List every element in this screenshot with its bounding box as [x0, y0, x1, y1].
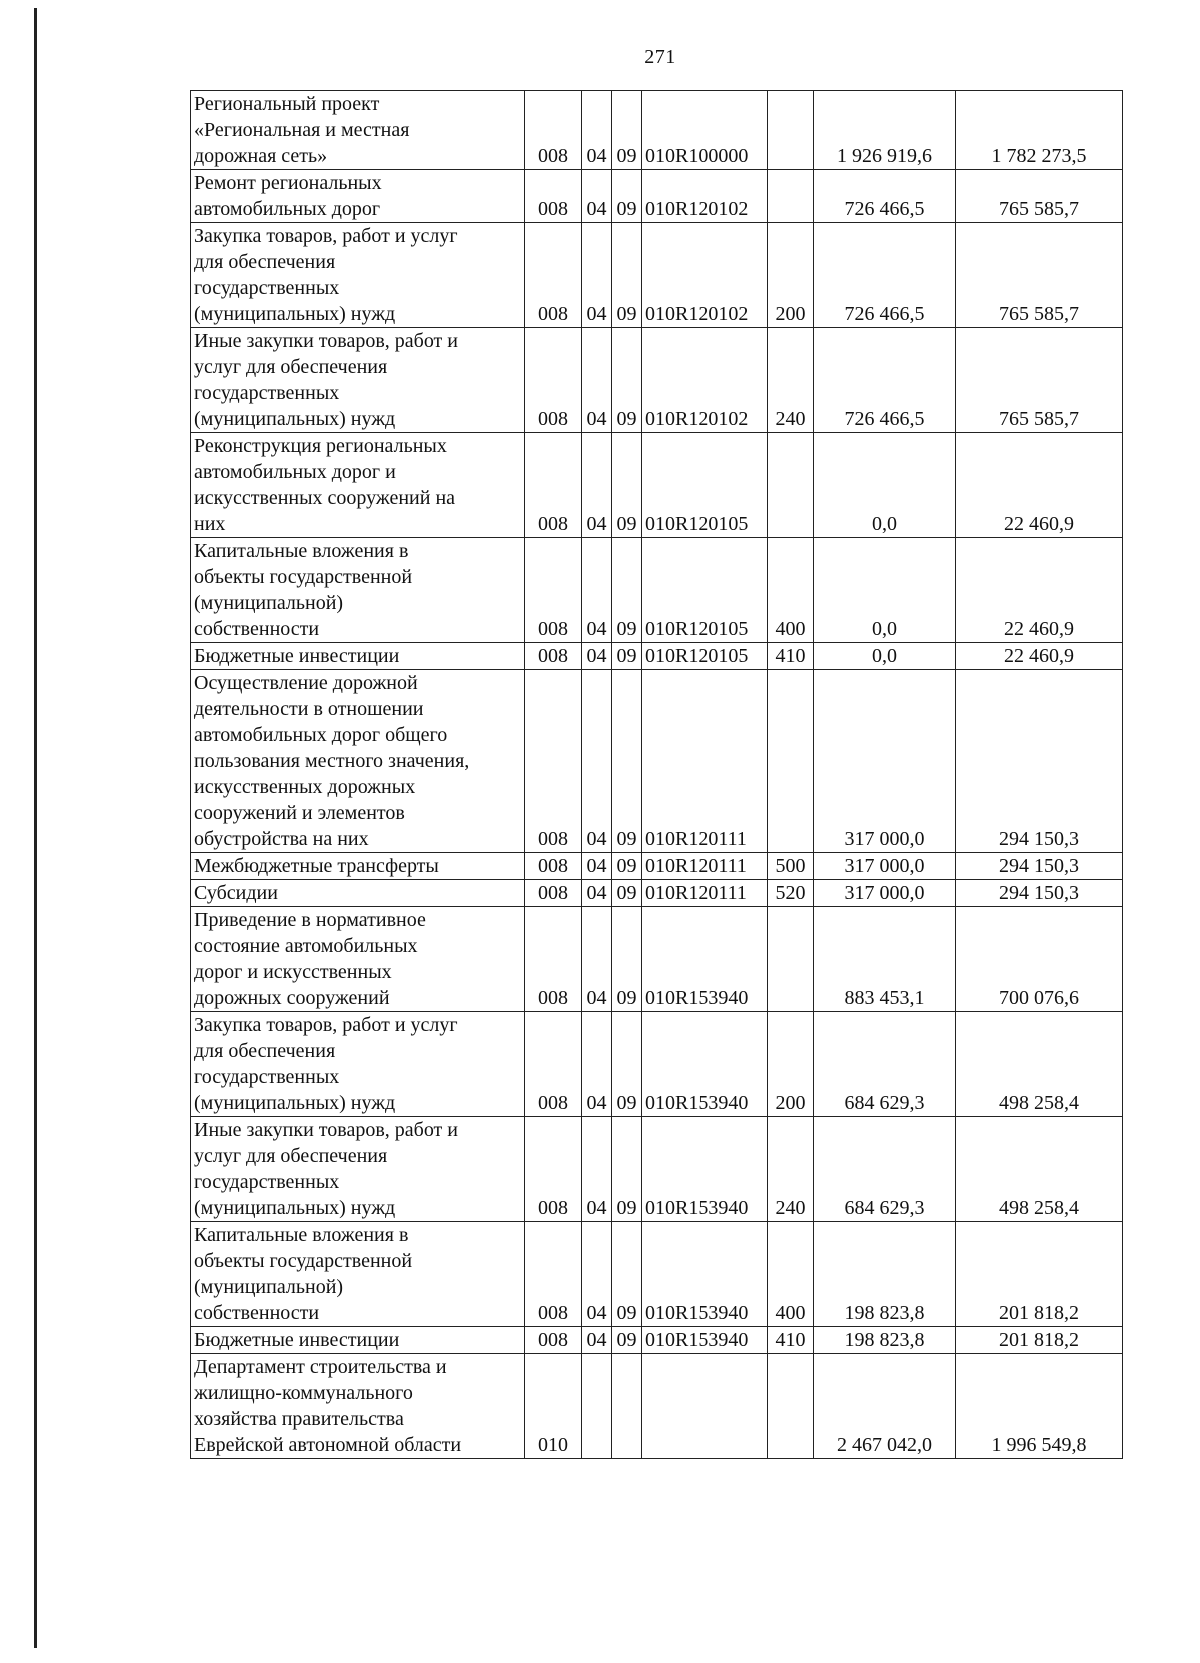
- grbs-cell: 008: [525, 1117, 582, 1222]
- amount-year-1-cell: 317 000,0: [814, 670, 956, 853]
- table-row: [191, 907, 1123, 1012]
- table-row: [191, 170, 1123, 223]
- grbs-cell: 008: [525, 1012, 582, 1117]
- target-article-cell: 010R120105: [642, 433, 768, 538]
- grbs-cell: 008: [525, 1327, 582, 1354]
- amount-year-1-cell: 684 629,3: [814, 1012, 956, 1117]
- amount-year-1-cell: 684 629,3: [814, 1117, 956, 1222]
- target-article-cell: 010R153940: [642, 1327, 768, 1354]
- amount-year-1-cell: 0,0: [814, 433, 956, 538]
- table-row: [191, 643, 1123, 670]
- section-cell: 04: [582, 670, 612, 853]
- subsection-cell: 09: [612, 1327, 642, 1354]
- grbs-cell: 008: [525, 643, 582, 670]
- subsection-cell: 09: [612, 880, 642, 907]
- amount-year-2-cell: 765 585,7: [956, 328, 1123, 433]
- row-name-text: Департамент строительства и жилищно-коммунального хозяйства правительства Еврейской автономной области: [194, 1356, 462, 1456]
- expense-type-cell: 240: [768, 328, 814, 433]
- target-article-cell: 010R153940: [642, 1012, 768, 1117]
- expense-type-cell: [768, 1354, 814, 1459]
- subsection-cell: 09: [612, 1012, 642, 1117]
- grbs-cell: 008: [525, 223, 582, 328]
- row-name-text: Приведение в нормативное состояние автомобильных дорог и искусственных дорожных сооружений: [194, 909, 426, 1009]
- expense-type-cell: 200: [768, 1012, 814, 1117]
- expense-type-cell: 240: [768, 1117, 814, 1222]
- row-name-text: Иные закупки товаров, работ и услуг для обеспечения государственных (муниципальных) нужд: [194, 330, 459, 430]
- row-name-cell: [191, 643, 525, 670]
- row-name-cell: [191, 1327, 525, 1354]
- row-name-cell: [191, 907, 525, 1012]
- row-name-cell: [191, 170, 525, 223]
- subsection-cell: 09: [612, 643, 642, 670]
- target-article-cell: 010R153940: [642, 1117, 768, 1222]
- target-article-cell: 010R120105: [642, 538, 768, 643]
- row-name-cell: [191, 538, 525, 643]
- section-cell: 04: [582, 91, 612, 170]
- row-name-text: Региональный проект «Региональная и местная дорожная сеть»: [194, 93, 410, 167]
- section-cell: 04: [582, 538, 612, 643]
- amount-year-1-cell: 0,0: [814, 538, 956, 643]
- subsection-cell: [612, 1354, 642, 1459]
- table-row: [191, 91, 1123, 170]
- margin-line: [34, 8, 37, 1648]
- table-row: [191, 538, 1123, 643]
- amount-year-1-cell: 317 000,0: [814, 853, 956, 880]
- table-row: [191, 1327, 1123, 1354]
- section-cell: 04: [582, 328, 612, 433]
- grbs-cell: 008: [525, 880, 582, 907]
- amount-year-2-cell: 700 076,6: [956, 907, 1123, 1012]
- subsection-cell: 09: [612, 170, 642, 223]
- amount-year-1-cell: 2 467 042,0: [814, 1354, 956, 1459]
- table-row: [191, 328, 1123, 433]
- grbs-cell: 008: [525, 91, 582, 170]
- amount-year-2-cell: 1 782 273,5: [956, 91, 1123, 170]
- expense-type-cell: [768, 907, 814, 1012]
- subsection-cell: 09: [612, 670, 642, 853]
- row-name-cell: [191, 1222, 525, 1327]
- amount-year-2-cell: 294 150,3: [956, 880, 1123, 907]
- amount-year-1-cell: 317 000,0: [814, 880, 956, 907]
- row-name-text: Бюджетные инвестиции: [194, 645, 400, 667]
- expense-type-cell: 500: [768, 853, 814, 880]
- row-name-text: Капитальные вложения в объекты государственной (муниципальной) собственности: [194, 540, 413, 640]
- row-name-cell: [191, 880, 525, 907]
- section-cell: 04: [582, 1012, 612, 1117]
- expense-type-cell: [768, 91, 814, 170]
- row-name-text: Субсидии: [194, 882, 278, 904]
- row-name-cell: [191, 853, 525, 880]
- target-article-cell: 010R120102: [642, 170, 768, 223]
- row-name-cell: [191, 1012, 525, 1117]
- row-name-cell: [191, 91, 525, 170]
- row-name-text: Осуществление дорожной деятельности в отношении автомобильных дорог общего пользования местного значения, искусственных дорожных сооружений и элементов обустройства на них: [194, 672, 470, 850]
- table-row: [191, 1012, 1123, 1117]
- expense-type-cell: 400: [768, 1222, 814, 1327]
- section-cell: 04: [582, 1117, 612, 1222]
- target-article-cell: 010R100000: [642, 91, 768, 170]
- row-name-cell: [191, 1354, 525, 1459]
- table-row: [191, 853, 1123, 880]
- amount-year-2-cell: 201 818,2: [956, 1327, 1123, 1354]
- row-name-text: Иные закупки товаров, работ и услуг для обеспечения государственных (муниципальных) нужд: [194, 1119, 459, 1219]
- target-article-cell: 010R120102: [642, 328, 768, 433]
- row-name-text: Закупка товаров, работ и услуг для обеспечения государственных (муниципальных) нужд: [194, 225, 458, 325]
- grbs-cell: 008: [525, 1222, 582, 1327]
- expense-type-cell: 410: [768, 1327, 814, 1354]
- row-name-text: Реконструкция региональных автомобильных дорог и искусственных сооружений на них: [194, 435, 456, 535]
- section-cell: 04: [582, 1327, 612, 1354]
- row-name-text: Ремонт региональных автомобильных дорог: [194, 172, 382, 220]
- amount-year-1-cell: 726 466,5: [814, 328, 956, 433]
- section-cell: [582, 1354, 612, 1459]
- amount-year-2-cell: 498 258,4: [956, 1117, 1123, 1222]
- row-name-cell: [191, 670, 525, 853]
- amount-year-2-cell: 765 585,7: [956, 223, 1123, 328]
- amount-year-1-cell: 198 823,8: [814, 1327, 956, 1354]
- target-article-cell: 010R120111: [642, 880, 768, 907]
- grbs-cell: 008: [525, 328, 582, 433]
- grbs-cell: 008: [525, 170, 582, 223]
- table-row: [191, 223, 1123, 328]
- amount-year-2-cell: 294 150,3: [956, 670, 1123, 853]
- amount-year-2-cell: 294 150,3: [956, 853, 1123, 880]
- target-article-cell: 010R120105: [642, 643, 768, 670]
- target-article-cell: 010R153940: [642, 1222, 768, 1327]
- amount-year-1-cell: 1 926 919,6: [814, 91, 956, 170]
- row-name-cell: [191, 433, 525, 538]
- budget-table-container: [190, 90, 1122, 1459]
- expense-type-cell: 520: [768, 880, 814, 907]
- grbs-cell: 008: [525, 670, 582, 853]
- table-row: [191, 880, 1123, 907]
- section-cell: 04: [582, 170, 612, 223]
- section-cell: 04: [582, 223, 612, 328]
- amount-year-2-cell: 22 460,9: [956, 433, 1123, 538]
- table-row: [191, 1222, 1123, 1327]
- row-name-cell: [191, 328, 525, 433]
- grbs-cell: 008: [525, 433, 582, 538]
- table-body: [191, 91, 1123, 1459]
- row-name-text: Закупка товаров, работ и услуг для обеспечения государственных (муниципальных) нужд: [194, 1014, 458, 1114]
- subsection-cell: 09: [612, 91, 642, 170]
- section-cell: 04: [582, 880, 612, 907]
- amount-year-1-cell: 726 466,5: [814, 223, 956, 328]
- target-article-cell: 010R153940: [642, 907, 768, 1012]
- grbs-cell: 008: [525, 907, 582, 1012]
- subsection-cell: 09: [612, 1222, 642, 1327]
- table-row: [191, 670, 1123, 853]
- amount-year-2-cell: 765 585,7: [956, 170, 1123, 223]
- amount-year-1-cell: 726 466,5: [814, 170, 956, 223]
- amount-year-2-cell: 22 460,9: [956, 538, 1123, 643]
- amount-year-2-cell: 201 818,2: [956, 1222, 1123, 1327]
- amount-year-1-cell: 198 823,8: [814, 1222, 956, 1327]
- expense-type-cell: [768, 670, 814, 853]
- target-article-cell: 010R120111: [642, 670, 768, 853]
- amount-year-1-cell: 883 453,1: [814, 907, 956, 1012]
- page-number: 271: [644, 46, 676, 68]
- table-row: [191, 433, 1123, 538]
- section-cell: 04: [582, 907, 612, 1012]
- subsection-cell: 09: [612, 223, 642, 328]
- amount-year-2-cell: 498 258,4: [956, 1012, 1123, 1117]
- row-name-cell: [191, 1117, 525, 1222]
- table-row: [191, 1354, 1123, 1459]
- budget-table: [190, 90, 1123, 1459]
- row-name-cell: [191, 223, 525, 328]
- section-cell: 04: [582, 643, 612, 670]
- expense-type-cell: 200: [768, 223, 814, 328]
- table-row: [191, 1117, 1123, 1222]
- expense-type-cell: [768, 170, 814, 223]
- subsection-cell: 09: [612, 853, 642, 880]
- amount-year-2-cell: 22 460,9: [956, 643, 1123, 670]
- subsection-cell: 09: [612, 907, 642, 1012]
- expense-type-cell: 410: [768, 643, 814, 670]
- section-cell: 04: [582, 1222, 612, 1327]
- subsection-cell: 09: [612, 328, 642, 433]
- grbs-cell: 008: [525, 538, 582, 643]
- expense-type-cell: 400: [768, 538, 814, 643]
- target-article-cell: [642, 1354, 768, 1459]
- target-article-cell: 010R120111: [642, 853, 768, 880]
- target-article-cell: 010R120102: [642, 223, 768, 328]
- grbs-cell: 010: [525, 1354, 582, 1459]
- expense-type-cell: [768, 433, 814, 538]
- subsection-cell: 09: [612, 433, 642, 538]
- amount-year-2-cell: 1 996 549,8: [956, 1354, 1123, 1459]
- row-name-text: Межбюджетные трансферты: [194, 855, 439, 877]
- section-cell: 04: [582, 853, 612, 880]
- amount-year-1-cell: 0,0: [814, 643, 956, 670]
- row-name-text: Капитальные вложения в объекты государственной (муниципальной) собственности: [194, 1224, 413, 1324]
- grbs-cell: 008: [525, 853, 582, 880]
- section-cell: 04: [582, 433, 612, 538]
- subsection-cell: 09: [612, 538, 642, 643]
- subsection-cell: 09: [612, 1117, 642, 1222]
- row-name-text: Бюджетные инвестиции: [194, 1329, 400, 1351]
